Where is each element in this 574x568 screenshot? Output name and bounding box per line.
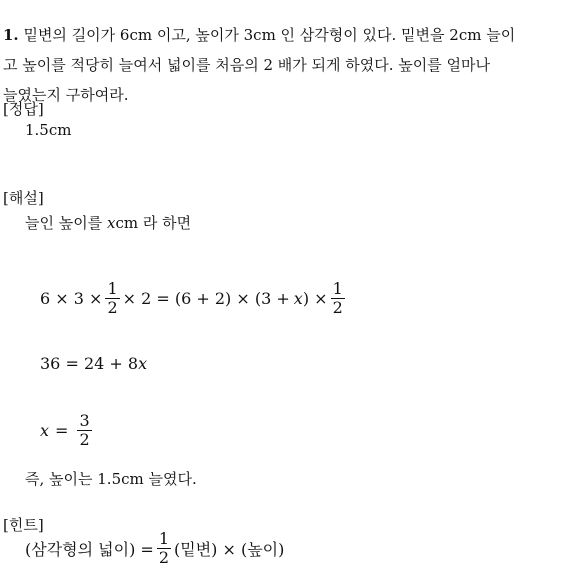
- intro-text-b: cm 라 하면: [115, 214, 192, 232]
- equation-2: [40, 352, 147, 374]
- equation-1: [40, 278, 348, 318]
- eq1-frac2-denominator: 2: [332, 297, 343, 317]
- eq3-numerator: 3: [79, 410, 90, 430]
- eq3-fraction: [77, 412, 91, 449]
- eq3-variable: x: [40, 420, 50, 440]
- hint-formula: [25, 528, 284, 568]
- answer-value: 1.5cm: [25, 121, 72, 139]
- intro-text-a: 늘인 높이를: [25, 214, 103, 232]
- equation-3: [40, 410, 95, 450]
- eq1-frac1-numerator: 1: [107, 278, 118, 298]
- eq3-denominator: 2: [79, 429, 90, 449]
- eq1-fraction-2: [331, 280, 345, 317]
- problem-line-2: 고 높이를 적당히 늘여서 넓이를 처음의 2 배가 되게 하였다. 높이를 얼마나: [3, 56, 490, 74]
- hint-label: [힌트]: [3, 516, 44, 534]
- eq1-part-a: 6 × 3 ×: [40, 288, 103, 308]
- hint-text-b: (밑변) × (높이): [174, 539, 285, 559]
- answer-label: [정답]: [3, 100, 44, 118]
- problem-number: 1.: [3, 26, 19, 44]
- hint-fraction: [157, 530, 171, 567]
- hint-frac-numerator: 1: [158, 528, 169, 548]
- eq1-part-c: ) ×: [302, 288, 328, 308]
- eq1-frac1-denominator: 2: [107, 297, 118, 317]
- problem-line-1: [3, 24, 515, 46]
- problem-text-1: 밑변의 길이가 6cm 이고, 높이가 3cm 인 삼각형이 있다. 밑변을 2cm 늘이: [23, 26, 516, 44]
- eq1-fraction-1: [105, 280, 119, 317]
- hint-frac-denominator: 2: [158, 547, 169, 567]
- eq1-variable: x: [293, 288, 303, 308]
- eq3-equals: =: [55, 420, 69, 440]
- explanation-conclusion: 즉, 높이는 1.5cm 늘였다.: [25, 470, 197, 488]
- eq2-variable: x: [138, 353, 148, 373]
- eq1-part-b: × 2 = (6 + 2) × (3 +: [122, 288, 290, 308]
- explanation-label: [해설]: [3, 189, 44, 207]
- eq1-frac2-numerator: 1: [332, 278, 343, 298]
- intro-variable: x: [107, 214, 116, 232]
- explanation-intro: [25, 212, 191, 233]
- eq2-part-a: 36 = 24 + 8: [40, 353, 139, 373]
- problem-line-3: 늘였는지 구하여라.: [3, 86, 129, 104]
- hint-text-a: (삼각형의 넓이) =: [25, 539, 154, 559]
